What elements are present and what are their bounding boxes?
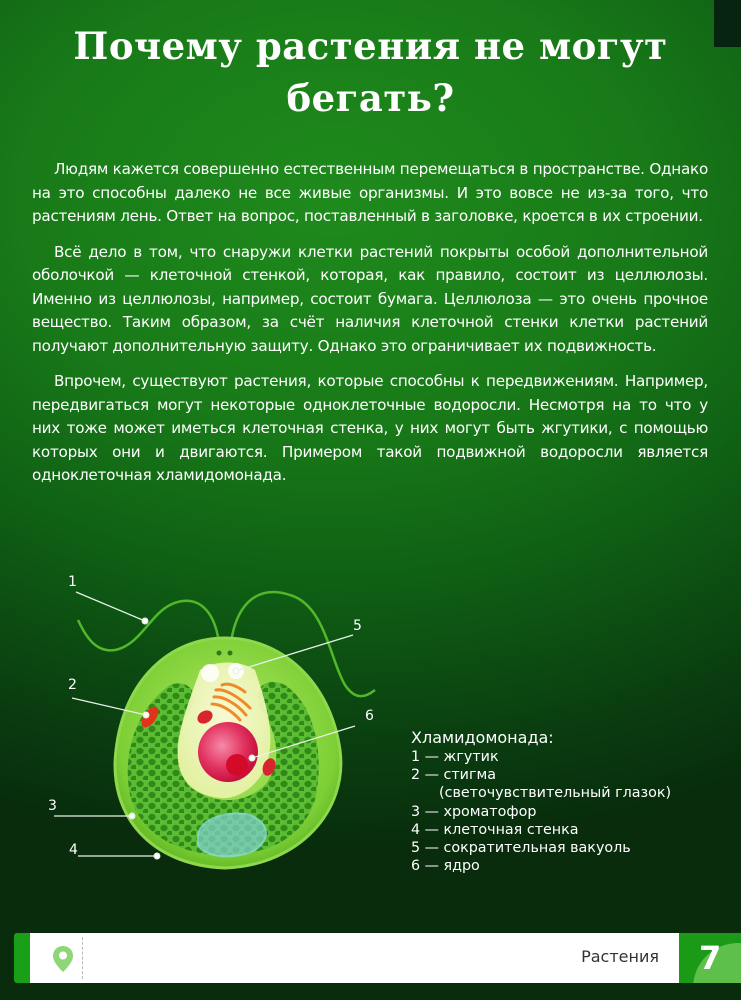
- page-number-box: [679, 933, 741, 983]
- legend-title: Хламидомонада:: [411, 728, 554, 747]
- nucleus: [198, 722, 258, 782]
- label-6: 6: [365, 708, 374, 724]
- label-3: 3: [48, 798, 57, 814]
- legend-item-5: 5 — сократительная вакуоль: [411, 840, 631, 857]
- contractile-vacuole: [201, 664, 219, 682]
- legend-item-2-note: (светочувствительный глазок): [439, 785, 672, 802]
- cell-diagram: [40, 560, 400, 880]
- section-label: Растения: [581, 947, 659, 966]
- paragraph-3: Впрочем, существуют растения, которые способны к передвижениям. Например, передвигаться могут некоторые одноклеточные водоросли. Несмотря на то что у них тоже может иметься клеточная стенка, у них могут быть жгутики, с помощью которых они и двигаются. Примером такой подвижной водоросли является одноклеточная хламидомонада.: [32, 372, 708, 484]
- label-5: 5: [353, 618, 362, 634]
- paragraph-2: Всё дело в том, что снаружи клетки растений покрыты особой дополнительной оболочкой — клеточной стенкой, которая, как правило, состоит из целлюлозы. Именно из целлюлозы, например, состоит бумага. Целлюлоза — это очень прочное вещество. Таким образом, за счёт наличия клеточной стенки клетки растений получают дополнительную защиту. Однако это ограничивает их подвижность.: [32, 242, 708, 355]
- footer-bar: [30, 933, 679, 983]
- legend-item-4: 4 — клеточная стенка: [411, 821, 579, 838]
- page-title: [0, 20, 741, 124]
- paragraph-1: Людям кажется совершенно естественным перемещаться в пространстве. Однако на это способны далеко не все живые организмы. И это вовсе не из-за того, что растениям лень. Ответ на вопрос, поставленный в заголовке, кроется в их строении.: [32, 160, 708, 225]
- legend-item-1: 1 — жгутик: [411, 749, 499, 765]
- label-1: 1: [68, 574, 77, 590]
- body-text: [32, 158, 708, 500]
- legend-item-2: 2 — стигма: [411, 767, 497, 784]
- label-4: 4: [69, 842, 78, 858]
- page-number: 7: [699, 939, 722, 977]
- title-line-2: бегать?: [286, 76, 455, 120]
- page-footer: [14, 933, 741, 983]
- footer-accent-stripe: [14, 933, 30, 983]
- label-2: 2: [68, 677, 77, 693]
- legend-item-3: 3 — хроматофор: [411, 803, 537, 820]
- figure-legend: [411, 728, 671, 875]
- location-pin-icon: [52, 945, 74, 977]
- chlamydomonas-illustration: [40, 560, 400, 880]
- title-line-1: Почему растения не могут: [73, 24, 668, 68]
- footer-divider: [82, 937, 83, 979]
- legend-item-6: 6 — ядро: [411, 858, 480, 875]
